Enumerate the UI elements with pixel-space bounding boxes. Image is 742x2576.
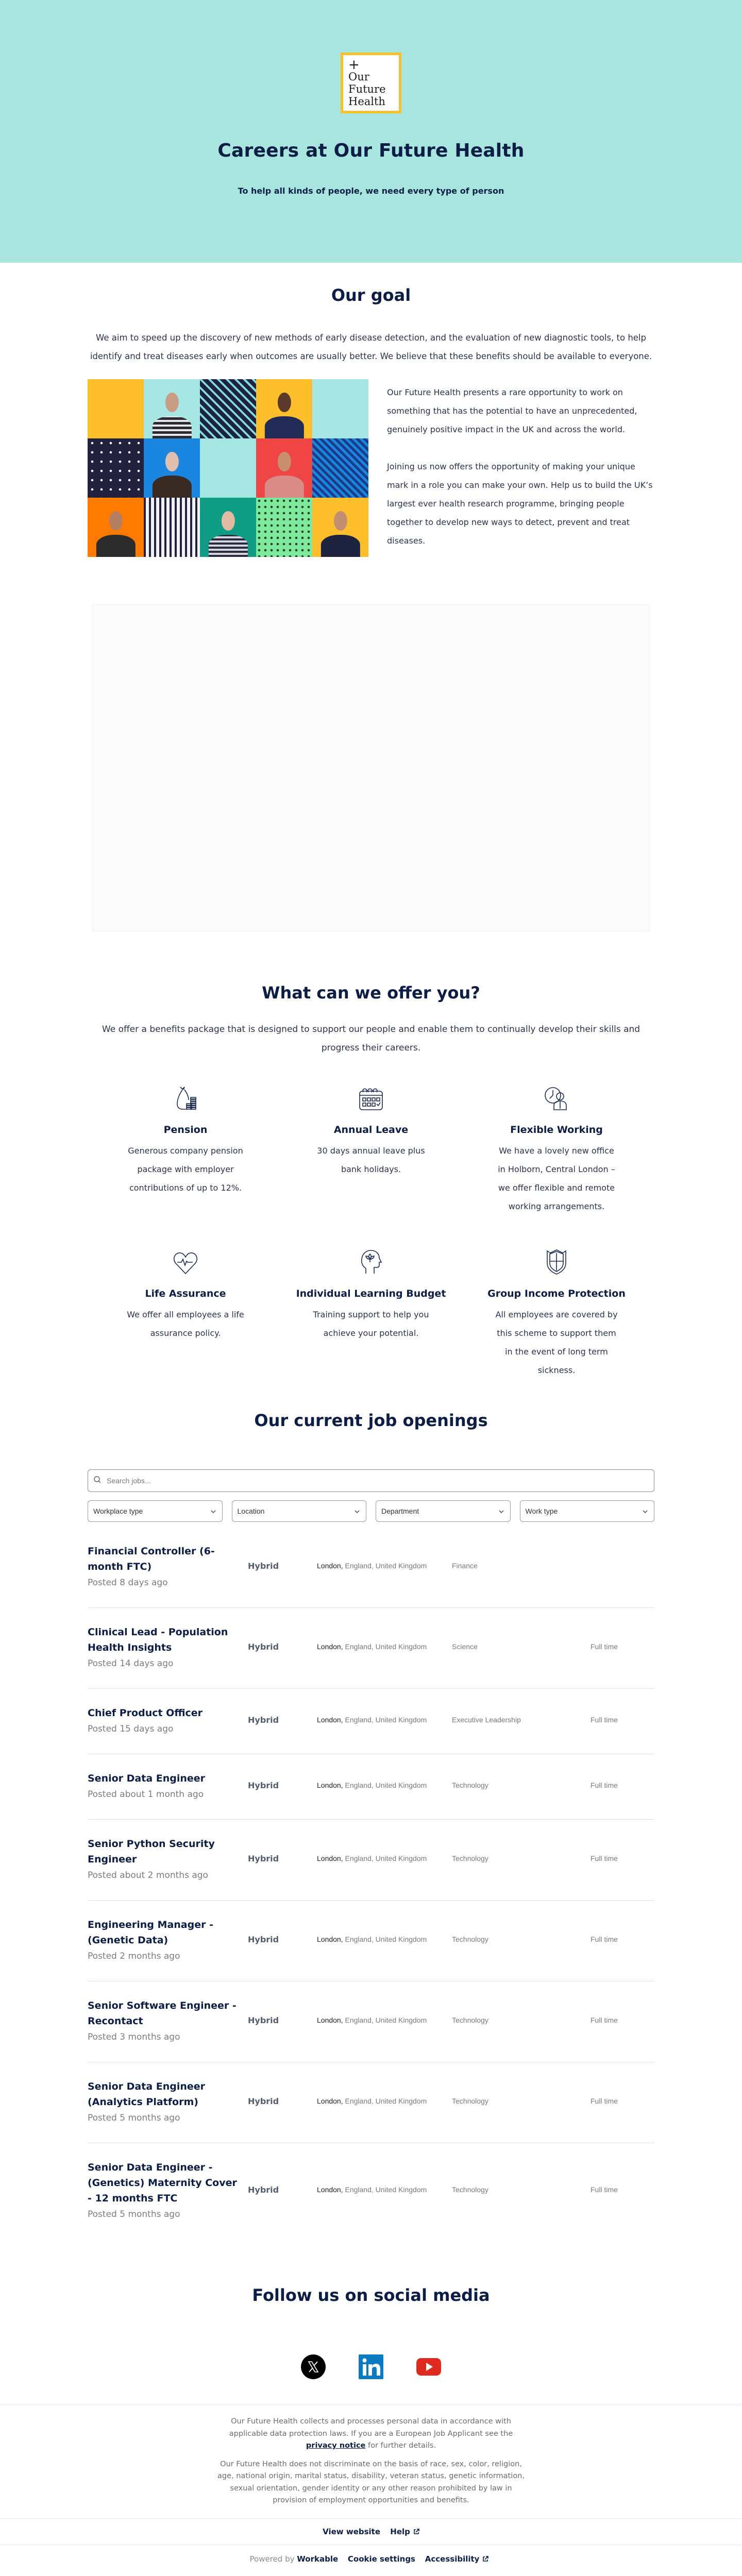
- job-row[interactable]: [88, 1689, 654, 1754]
- chevron-down-icon: [499, 1507, 504, 1515]
- job-region: England, United Kingdom: [343, 2016, 427, 2024]
- benefit-title: Annual Leave: [333, 1124, 409, 1136]
- job-workplace-type: Hybrid: [248, 1780, 279, 1790]
- collage-tile-person: [256, 379, 312, 438]
- collage-tile: [88, 379, 144, 438]
- benefit-life-assurance: [103, 1236, 268, 1400]
- job-department: Technology: [452, 1854, 488, 1862]
- chevron-down-icon: [643, 1507, 648, 1515]
- benefit-text: We have a lovely new office in Holborn, Central London – we offer flexible and remote working arrangements.: [498, 1146, 615, 1211]
- job-posted-date: Posted 15 days ago: [88, 1724, 174, 1734]
- job-work-type: Full time: [591, 2016, 618, 2024]
- accessibility-label: Accessibility: [425, 2554, 480, 2564]
- job-row[interactable]: [88, 1901, 654, 1981]
- privacy-statement: [216, 2416, 526, 2452]
- goal-description: [387, 379, 654, 557]
- external-link-icon: [482, 2556, 488, 2562]
- people-photo-collage: [88, 379, 368, 557]
- benefit-title: Group Income Protection: [487, 1288, 626, 1299]
- shield-icon: [479, 1246, 634, 1275]
- collage-tile-stripes: [312, 438, 368, 498]
- view-website-link[interactable]: View website: [323, 2527, 381, 2536]
- job-location: [317, 2185, 452, 2194]
- page-footer: [0, 2404, 742, 2576]
- footer-links: [0, 2518, 742, 2545]
- job-work-type: Full time: [591, 1716, 618, 1724]
- job-workplace-type: Hybrid: [248, 1715, 279, 1725]
- job-posted-date: Posted 2 months ago: [88, 1951, 180, 1961]
- benefits-grid: [103, 1082, 639, 1400]
- goal-intro: We aim to speed up the discovery of new methods of early disease detection, and the evaluation of new diagnostic tools, to help identify and treat diseases early when outcomes are usually better. We believe that these benefits should be available to everyone.: [90, 333, 652, 361]
- filter-location[interactable]: [232, 1500, 367, 1522]
- benefit-title: Pension: [163, 1124, 208, 1136]
- benefit-title: Flexible Working: [510, 1124, 603, 1136]
- benefit-text: All employees are covered by this scheme to support them in the event of long term sickness.: [495, 1310, 618, 1375]
- job-city: London,: [317, 1716, 343, 1724]
- nondiscrimination-statement: Our Future Health does not discriminate on the basis of race, sex, color, religion, age, national origin, marital status, disability, veteran status, genetic information, sexual orientation, gender identity or any other reason prohibited by law in provision of employment opportunities and benefits.: [217, 2460, 525, 2504]
- collage-tile-stripes: [200, 379, 256, 438]
- job-region: England, United Kingdom: [343, 1716, 427, 1724]
- job-location: [317, 1716, 452, 1724]
- head-lotus-icon: [294, 1246, 448, 1275]
- collage-tile-person: [88, 498, 144, 557]
- help-label: Help: [390, 2527, 410, 2536]
- job-title-link[interactable]: Senior Data Engineer (Analytics Platform): [88, 2081, 206, 2108]
- benefit-text: Training support to help you achieve your potential.: [313, 1310, 429, 1338]
- job-workplace-type: Hybrid: [248, 1561, 279, 1571]
- search-icon: [93, 1476, 102, 1486]
- youtube-link[interactable]: [416, 2354, 441, 2379]
- job-posted-date: Posted 5 months ago: [88, 2113, 180, 2123]
- job-posted-date: Posted about 1 month ago: [88, 1789, 204, 1800]
- social-heading: Follow us on social media: [252, 2285, 490, 2305]
- logo-word: Health: [348, 95, 385, 108]
- external-link-icon: [413, 2529, 419, 2535]
- job-work-type: Full time: [591, 1642, 618, 1651]
- benefit-pension: [103, 1082, 268, 1236]
- job-region: England, United Kingdom: [343, 2185, 427, 2194]
- benefits-intro: We offer a benefits package that is designed to support our people and enable them to continually develop their skills and progress their careers.: [102, 1024, 640, 1053]
- job-location: [317, 1781, 452, 1789]
- jobs-heading: Our current job openings: [254, 1411, 488, 1430]
- collage-tile-person: [312, 498, 368, 557]
- benefit-text: Generous company pension package with employer contributions of up to 12%.: [128, 1146, 243, 1193]
- goal-paragraph: Joining us now offers the opportunity of making your unique mark in a role you can make your own. Help us to build the UK’s largest ever health research programme, bringing people together to develop new ways to detect, prevent and treat diseases.: [387, 462, 653, 546]
- job-location: [317, 1854, 452, 1862]
- heart-pulse-icon: [108, 1246, 263, 1275]
- job-location: [317, 1935, 452, 1943]
- job-row[interactable]: [88, 2062, 654, 2143]
- collage-tile-person: [144, 379, 200, 438]
- page-subtitle: To help all kinds of people, we need every type of person: [238, 186, 504, 196]
- job-work-type: Full time: [591, 1781, 618, 1789]
- job-region: England, United Kingdom: [343, 1642, 427, 1651]
- logo-plus-icon: +: [348, 57, 360, 73]
- job-workplace-type: Hybrid: [248, 1934, 279, 1944]
- benefit-annual-leave: [289, 1082, 453, 1236]
- job-department: Technology: [452, 2185, 488, 2194]
- youtube-icon: [416, 2354, 441, 2379]
- social-links: [88, 2354, 654, 2404]
- job-workplace-type: Hybrid: [248, 1853, 279, 1863]
- page-title: Careers at Our Future Health: [217, 140, 525, 161]
- job-department: Technology: [452, 1781, 488, 1789]
- privacy-notice-link[interactable]: privacy notice: [306, 2442, 366, 2450]
- clock-person-icon: [479, 1082, 634, 1111]
- job-posted-date: Posted about 2 months ago: [88, 1870, 208, 1880]
- job-city: London,: [317, 1854, 343, 1862]
- job-region: England, United Kingdom: [343, 1562, 427, 1570]
- help-link[interactable]: [390, 2527, 419, 2536]
- video-embed-placeholder[interactable]: [92, 604, 650, 931]
- collage-tile-stripes: [144, 498, 200, 557]
- job-workplace-type: Hybrid: [248, 2184, 279, 2195]
- job-title-link[interactable]: Senior Data Engineer: [88, 1773, 206, 1784]
- job-department: Technology: [452, 2016, 488, 2024]
- hero-banner: [0, 0, 742, 263]
- filter-label: Location: [237, 1507, 265, 1515]
- job-row[interactable]: [88, 2143, 654, 2239]
- job-work-type: Full time: [591, 1935, 618, 1943]
- collage-tile-dots: [256, 498, 312, 557]
- accessibility-link[interactable]: [425, 2554, 489, 2564]
- collage-tile-person: [200, 498, 256, 557]
- job-row[interactable]: [88, 1981, 654, 2062]
- company-logo[interactable]: [341, 53, 401, 113]
- job-city: London,: [317, 1562, 343, 1570]
- job-region: England, United Kingdom: [343, 1854, 427, 1862]
- calendar-icon: [294, 1082, 448, 1111]
- money-bag-icon: [108, 1082, 263, 1111]
- collage-tile: [312, 379, 368, 438]
- job-posted-date: Posted 8 days ago: [88, 1578, 168, 1588]
- job-location: [317, 1642, 452, 1651]
- chevron-down-icon: [355, 1507, 360, 1515]
- legal-notice: [216, 2404, 526, 2514]
- job-department: Technology: [452, 2097, 488, 2105]
- job-row[interactable]: [88, 1754, 654, 1820]
- job-row[interactable]: [88, 1608, 654, 1689]
- job-location: [317, 2097, 452, 2105]
- filter-label: Workplace type: [93, 1507, 143, 1515]
- benefit-text: We offer all employees a life assurance policy.: [127, 1310, 244, 1338]
- collage-tile-dots: [88, 438, 144, 498]
- benefit-text: 30 days annual leave plus bank holidays.: [317, 1146, 425, 1174]
- job-filters: [88, 1500, 654, 1522]
- privacy-text: for further details.: [365, 2442, 436, 2450]
- job-city: London,: [317, 1642, 343, 1651]
- filter-department[interactable]: [376, 1500, 511, 1522]
- collage-tile-person: [256, 438, 312, 498]
- filter-work-type[interactable]: [520, 1500, 655, 1522]
- x-twitter-icon: [301, 2354, 326, 2379]
- benefit-title: Individual Learning Budget: [296, 1288, 446, 1299]
- job-department: Science: [452, 1642, 478, 1651]
- job-workplace-type: Hybrid: [248, 2015, 279, 2025]
- job-title-link[interactable]: Senior Python Security Engineer: [88, 1838, 215, 1865]
- powered-by-bar: [0, 2545, 742, 2576]
- job-department: Finance: [452, 1562, 478, 1570]
- search-input[interactable]: [107, 1477, 639, 1485]
- job-workplace-type: Hybrid: [248, 2096, 279, 2106]
- benefit-title: Life Assurance: [145, 1288, 226, 1299]
- benefit-learning-budget: [289, 1236, 453, 1400]
- job-title-link[interactable]: Senior Software Engineer - Recontact: [88, 2000, 237, 2027]
- goal-content: [88, 379, 654, 557]
- job-region: England, United Kingdom: [343, 1935, 427, 1943]
- job-row[interactable]: [88, 1820, 654, 1901]
- job-work-type: Full time: [591, 2097, 618, 2105]
- goal-section: [88, 263, 654, 557]
- job-city: London,: [317, 1935, 343, 1943]
- job-title-link[interactable]: Financial Controller (6-month FTC): [88, 1546, 215, 1572]
- collage-tile-person: [144, 438, 200, 498]
- job-title-link[interactable]: Engineering Manager - (Genetic Data): [88, 1919, 213, 1946]
- job-city: London,: [317, 2097, 343, 2105]
- job-row[interactable]: [88, 1527, 654, 1608]
- job-title-link[interactable]: Chief Product Officer: [88, 1707, 203, 1719]
- filter-workplace-type[interactable]: [88, 1500, 223, 1522]
- linkedin-link[interactable]: [359, 2354, 383, 2379]
- job-workplace-type: Hybrid: [248, 1641, 279, 1652]
- job-openings-section: [88, 1400, 654, 2239]
- social-section: [88, 2239, 654, 2404]
- powered-by-label: Powered by: [249, 2554, 295, 2564]
- job-region: England, United Kingdom: [343, 2097, 427, 2105]
- linkedin-icon: [359, 2354, 383, 2379]
- x-twitter-link[interactable]: [301, 2354, 326, 2379]
- logo-word: Future: [348, 83, 386, 95]
- job-posted-date: Posted 5 months ago: [88, 2209, 180, 2219]
- benefits-heading: What can we offer you?: [262, 983, 480, 1003]
- job-city: London,: [317, 2185, 343, 2194]
- job-search-box[interactable]: [88, 1469, 654, 1492]
- job-posted-date: Posted 14 days ago: [88, 1658, 174, 1669]
- job-posted-date: Posted 3 months ago: [88, 2032, 180, 2042]
- job-department: Technology: [452, 1935, 488, 1943]
- chevron-down-icon: [211, 1507, 216, 1515]
- job-location: [317, 1562, 452, 1570]
- job-list: [88, 1527, 654, 2239]
- collage-tile: [200, 438, 256, 498]
- cookie-settings-link[interactable]: Cookie settings: [347, 2554, 415, 2564]
- goal-paragraph: Our Future Health presents a rare opportunity to work on something that has the potential to have an unprecedented, genuinely positive impact in the UK and across the world.: [387, 387, 637, 434]
- benefit-flexible-working: [474, 1082, 639, 1236]
- job-title-link[interactable]: Senior Data Engineer - (Genetics) Maternity Cover - 12 months FTC: [88, 2162, 237, 2204]
- filter-label: Department: [381, 1507, 419, 1515]
- benefits-section: [88, 931, 654, 1400]
- job-region: England, United Kingdom: [343, 1781, 427, 1789]
- privacy-text: Our Future Health collects and processes personal data in accordance with applicable data protection laws. If you are a European Job Applicant see the: [229, 2417, 513, 2438]
- job-title-link[interactable]: Clinical Lead - Population Health Insights: [88, 1626, 228, 1653]
- filter-label: Work type: [525, 1507, 558, 1515]
- job-work-type: Full time: [591, 1854, 618, 1862]
- benefit-income-protection: [474, 1236, 639, 1400]
- goal-heading: Our goal: [331, 285, 411, 305]
- job-department: Executive Leadership: [452, 1716, 521, 1724]
- job-work-type: Full time: [591, 2185, 618, 2194]
- job-city: London,: [317, 1781, 343, 1789]
- workable-link[interactable]: Workable: [297, 2554, 339, 2564]
- logo-word: Our: [348, 71, 369, 83]
- job-city: London,: [317, 2016, 343, 2024]
- job-location: [317, 2016, 452, 2024]
